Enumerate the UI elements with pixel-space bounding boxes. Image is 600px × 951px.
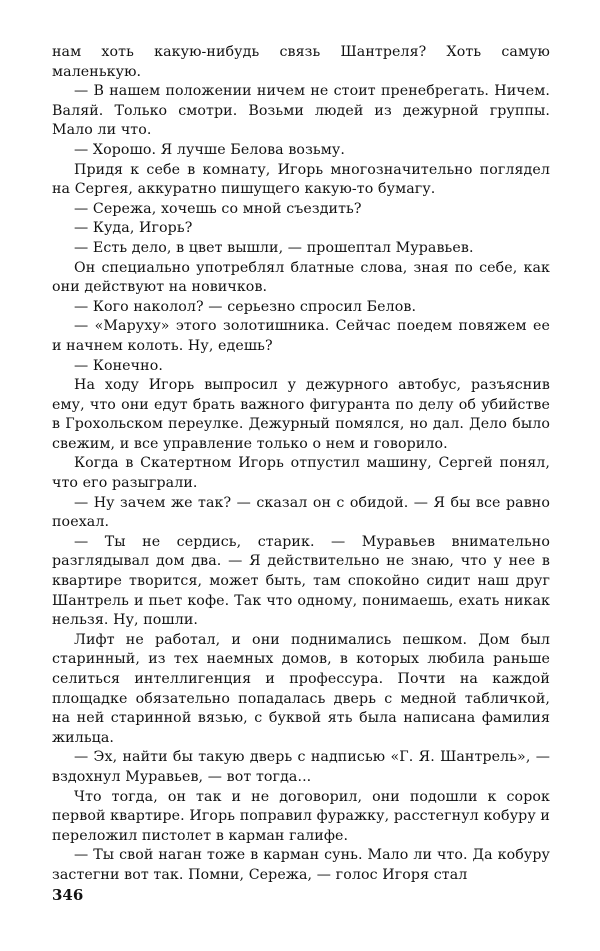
paragraph-17: — Эх, найти бы такую дверь с надписью «Г. Я. Шантрель», — вздохнул Муравьев, — вот тогда... [52,749,550,785]
page-number: 346 [52,886,84,904]
paragraph-16: Лифт не работал, и они поднимались пешком. Дом был старинный, из тех наемных домов, в которых любила раньше селиться интеллигенция и профессура. Почти на каждой площадке обязательно попадалась дверь с медной табличкой, на ней старинной вязью, с буквой ять была написана фамилия жильца. [52,631,550,746]
paragraph-13: Когда в Скатертном Игорь отпустил машину, Сергей понял, что его разыграли. [52,455,550,492]
paragraph-19: — Ты свой наган тоже в карман сунь. Мало ли что. Да кобуру застегни вот так. Помни, Сережа, — голос Игоря стал [52,847,550,883]
page-text-block [52,43,550,886]
paragraph-8: Он специально употреблял блатные слова, зная по себе, как они действуют на новичков. [52,259,550,296]
paragraph-4: Придя к себе в комнату, Игорь многозначительно поглядел на Сергея, аккуратно пишущего какую-то бумагу. [52,161,550,198]
paragraph-18: Что тогда, он так и не договорил, они подошли к сорок первой квартире. Игорь поправил фуражку, расстегнул кобуру и переложил пистолет в карман галифе. [52,788,550,844]
paragraph-1: нам хоть какую-нибудь связь Шантреля? Хоть самую маленькую. [52,44,550,80]
paragraph-12: На ходу Игорь выпросил у дежурного автобус, разъяснив ему, что они едут брать важного фигуранта по делу об убийстве в Грохольском переулке. Дежурный помялся, но дал. Дело было свежим, и все управление только о нем и говорило. [52,377,550,452]
paragraph-7: — Есть дело, в цвет вышли, — прошептал Муравьев. [74,239,474,256]
paragraph-3: — Хорошо. Я лучше Белова возьму. [74,141,345,158]
paragraph-10: — «Маруху» этого золотишника. Сейчас поедем повяжем ее и начнем колоть. Ну, едешь? [52,318,550,354]
paragraph-15: — Ты не сердись, старик. — Муравьев внимательно разглядывал дом два. — Я действительно не знаю, что у нее в квартире творится, может быть, там спокойно сидит наш друг Шантрель и пьет кофе. Так что одному, понимаешь, ехать никак нельзя. Ну, пошли. [52,533,550,629]
paragraph-14: — Ну зачем же так? — сказал он с обидой. — Я бы все равно поехал. [52,494,550,531]
paragraph-6: — Куда, Игорь? [74,220,193,237]
paragraph-2: — В нашем положении ничем не стоит пренебрегать. Ничем. Валяй. Только смотри. Возьми людей из дежурной группы. Мало ли что. [52,83,550,139]
paragraph-11: — Конечно. [74,357,163,374]
paragraph-5: — Сережа, хочешь со мной съездить? [74,200,362,217]
paragraph-9: — Кого наколол? — серьезно спросил Белов. [74,298,417,315]
